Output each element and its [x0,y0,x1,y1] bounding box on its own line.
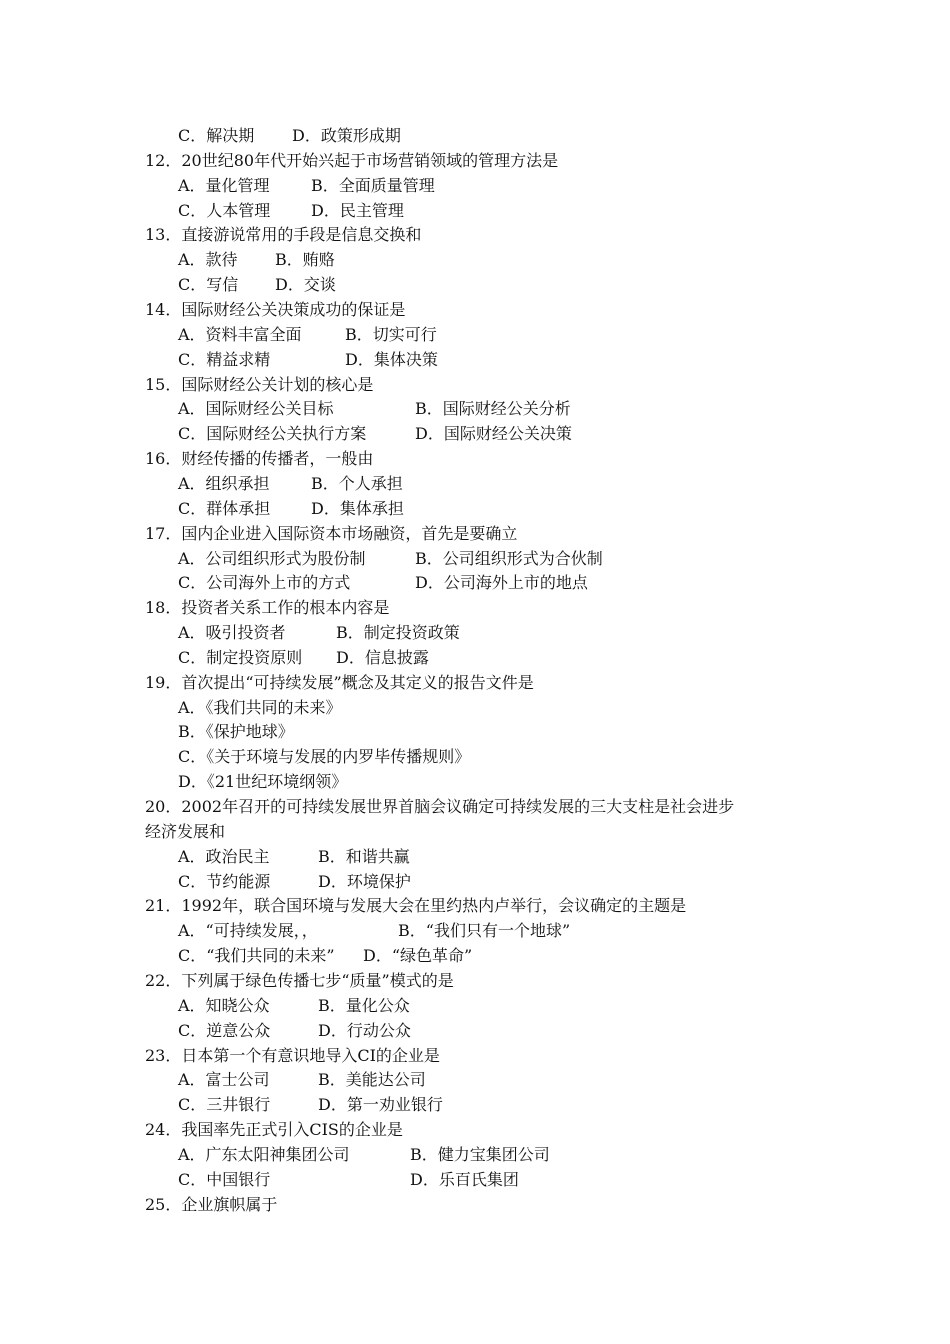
question-line [0,447,950,471]
options-line [0,422,950,446]
question-line [0,223,950,247]
question-text: 经济发展和 [145,821,226,841]
option-text: D．国际财经公关决策 [415,424,572,444]
question-line [0,1118,950,1142]
option-text: C．公司海外上市的方式 [178,573,351,593]
options-line [0,571,950,595]
option-text: A．广东太阳神集团公司 [178,1144,350,1164]
question-text: 16．财经传播的传播者，一般由 [145,449,374,469]
options-line [0,770,950,794]
option-text: B．公司组织形式为合伙制 [415,548,603,568]
option-text: B．全面质量管理 [311,175,435,195]
question-text: 20．2002年召开的可持续发展世界首脑会议确定可持续发展的三大支柱是社会进步 [145,797,735,816]
option-text: D．集体承担 [311,498,404,518]
options-line [0,621,950,645]
options-line [0,174,950,198]
options-line [0,248,950,272]
question-line [0,1044,950,1068]
options-line [0,1143,950,1167]
question-text: 22．下列属于绿色传播七步“质量”模式的是 [145,970,454,990]
option-text: D．第一劝业银行 [318,1095,443,1115]
options-line [0,199,950,223]
question-text: 12．20世纪80年代开始兴起于市场营销领域的管理方法是 [145,150,559,170]
question-text: 15．国际财经公关计划的核心是 [145,374,374,394]
option-text: C．《关于环境与发展的内罗毕传播规则》 [178,747,471,767]
option-text: A．富士公司 [178,1070,270,1090]
question-line [0,373,950,397]
question-text: 14．国际财经公关决策成功的保证是 [145,300,406,319]
question-text: 21．1992年，联合国环境与发展大会在里约热内卢举行，会议确定的主题是 [145,896,687,916]
option-text: A．吸引投资者 [178,623,286,642]
options-line [0,745,950,769]
option-text: A．量化管理 [178,175,270,195]
question-text: 17．国内企业进入国际资本市场融资，首先是要确立 [145,523,518,543]
option-text: C．“我们共同的未来” [178,946,335,966]
question-text: 24．我国率先正式引入CIS的企业是 [145,1120,403,1139]
option-text: C．写信 [178,275,239,295]
question-line [0,596,950,620]
question-line [0,969,950,993]
options-line [0,944,950,968]
options-line [0,1168,950,1192]
option-text: A．组织承担 [178,473,270,493]
options-line [0,696,950,720]
options-line [0,720,950,744]
option-text: D．《21世纪环境纲领》 [178,772,348,792]
options-line [0,646,950,670]
question-line [0,671,950,695]
question-text: 23．日本第一个有意识地导入CI的企业是 [145,1045,440,1065]
option-text: B．贿赂 [275,250,335,270]
option-text: D．民主管理 [311,200,404,220]
option-text: C．国际财经公关执行方案 [178,424,367,444]
options-line [0,1019,950,1043]
options-line [0,472,950,496]
options-line [0,870,950,894]
options-line [0,1068,950,1092]
options-line [0,497,950,521]
question-line [0,795,950,819]
question-text: 25．企业旗帜属于 [145,1194,278,1214]
option-text: B．和谐共赢 [318,846,410,866]
question-line [0,1193,950,1217]
option-text: D．“绿色革命” [363,946,473,966]
question-line [0,149,950,173]
option-text: D．环境保护 [318,871,411,891]
option-text: C．逆意公众 [178,1020,271,1040]
option-text: C．解决期 [178,126,255,145]
option-text: D．信息披露 [336,647,429,667]
option-text: D．公司海外上市的地点 [415,573,588,593]
option-text: B．国际财经公关分析 [415,399,571,419]
option-text: B．个人承担 [311,473,403,493]
option-text: A．国际财经公关目标 [178,399,334,419]
options-line [0,919,950,943]
option-text: D．交谈 [275,275,336,295]
option-text: B．《保护地球》 [178,722,294,742]
options-line [0,323,950,347]
option-text: A．资料丰富全面 [178,324,302,344]
option-text: B．健力宝集团公司 [410,1144,550,1164]
option-text: C．制定投资原则 [178,647,303,667]
options-line [0,547,950,571]
options-line [0,273,950,297]
option-text: A．公司组织形式为股份制 [178,548,366,568]
option-text: D．集体决策 [345,349,438,369]
options-line [0,1093,950,1117]
options-line [0,845,950,869]
question-text: 19．首次提出“可持续发展”概念及其定义的报告文件是 [145,672,534,692]
option-text: C．群体承担 [178,498,271,518]
option-text: B．制定投资政策 [336,623,460,642]
options-line [0,124,950,148]
question-line [0,522,950,546]
option-text: B．切实可行 [345,324,437,344]
option-text: C．精益求精 [178,349,271,369]
option-text: A．《我们共同的未来》 [178,697,342,717]
question-text: 18．投资者关系工作的根本内容是 [145,598,390,618]
option-text: D．政策形成期 [292,126,401,145]
option-text: A．知晓公众 [178,995,270,1015]
options-line [0,994,950,1018]
option-text: B．“我们只有一个地球” [398,921,571,941]
option-text: D．行动公众 [318,1020,411,1040]
option-text: C．人本管理 [178,200,271,220]
option-text: C．中国银行 [178,1169,271,1189]
question-line [0,820,950,844]
question-line [0,894,950,918]
options-line [0,348,950,372]
option-text: B．美能达公司 [318,1070,426,1090]
option-text: A．款待 [178,250,238,270]
option-text: B．量化公众 [318,995,410,1015]
option-text: D．乐百氏集团 [410,1169,519,1189]
options-line [0,397,950,421]
option-text: C．节约能源 [178,871,271,891]
option-text: A．政治民主 [178,846,270,866]
question-text: 13．直接游说常用的手段是信息交换和 [145,225,422,245]
option-text: C．三井银行 [178,1095,271,1115]
option-text: A．“可持续发展，， [178,921,318,941]
question-line [0,298,950,322]
